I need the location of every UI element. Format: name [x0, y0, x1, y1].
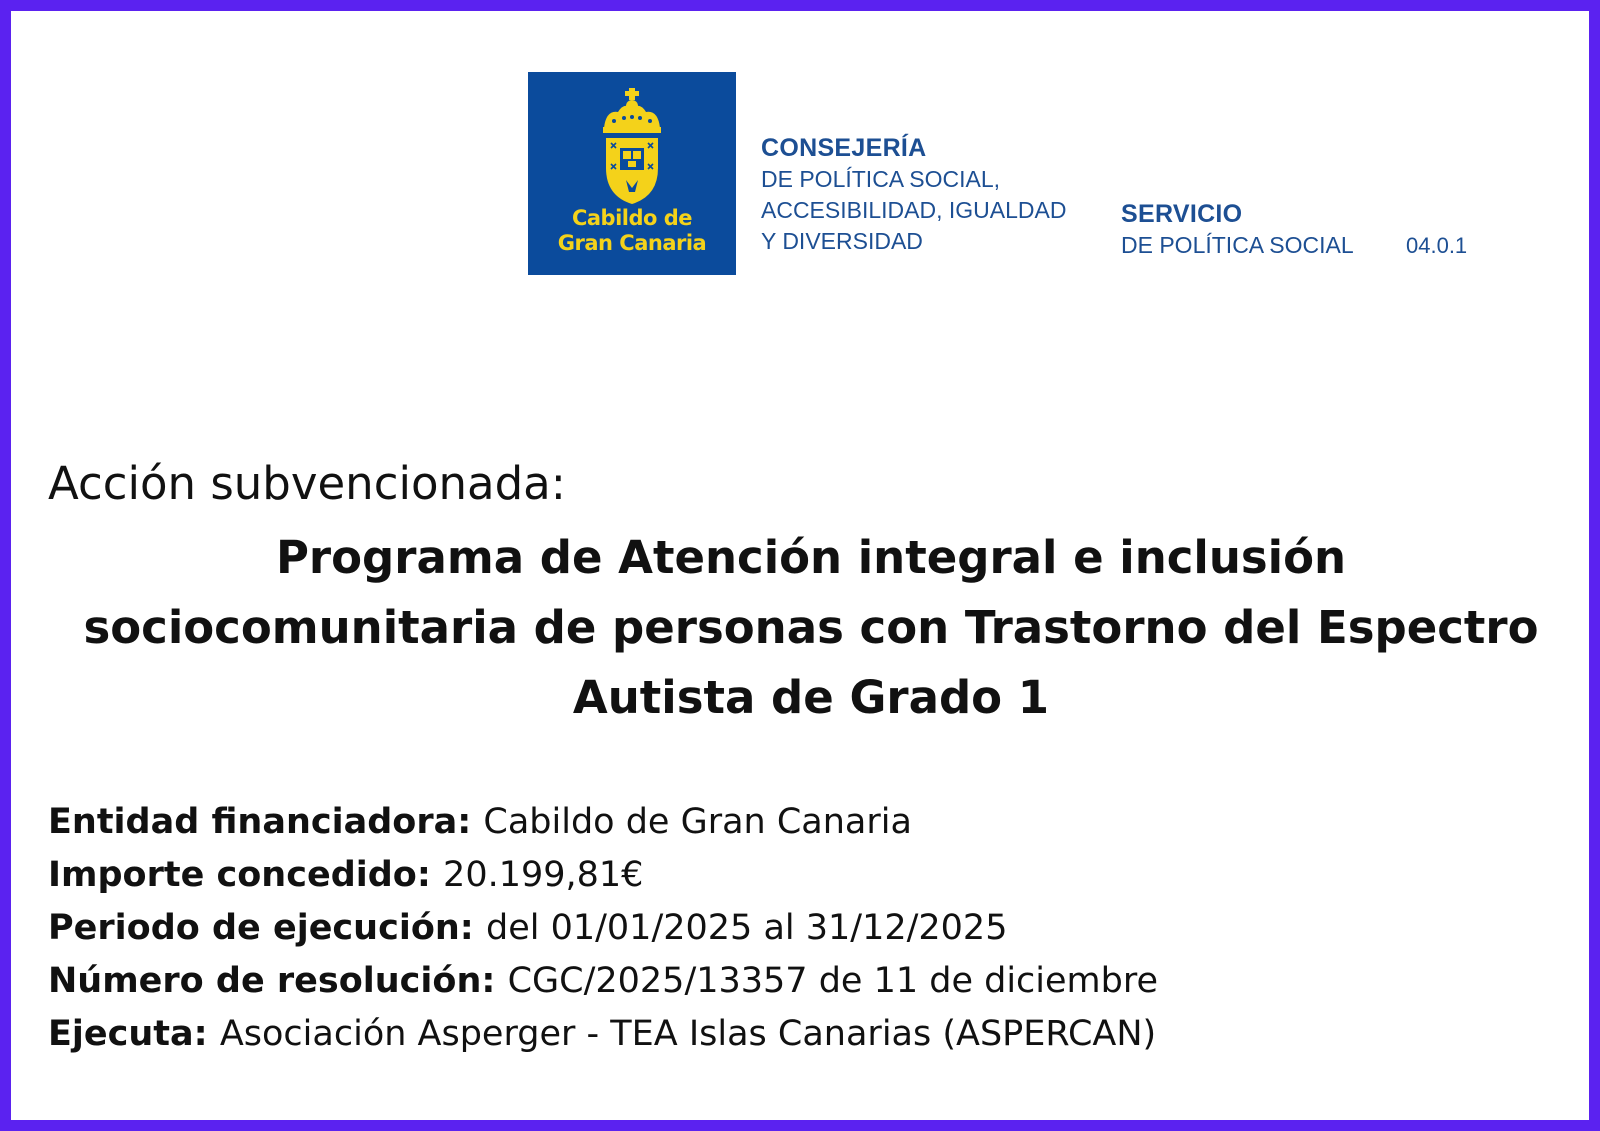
- detail-row-entidad: [48, 796, 1158, 849]
- detail-key: Número de resolución:: [48, 961, 508, 1001]
- detail-value: Cabildo de Gran Canaria: [483, 802, 912, 842]
- consejeria-line: Y DIVERSIDAD: [761, 228, 923, 254]
- program-title-line: Autista de Grado 1: [572, 671, 1050, 724]
- logo-line-1: Cabildo de: [571, 206, 693, 230]
- detail-key: Ejecuta:: [48, 1014, 220, 1054]
- document-code: 04.0.1: [1406, 233, 1468, 258]
- program-title-line: Programa de Atención integral e inclusión: [275, 531, 1347, 584]
- program-title-line: sociocomunitaria de personas con Trastorno del Espectro: [83, 601, 1539, 654]
- consejeria-title: CONSEJERÍA: [761, 134, 927, 162]
- servicio-title: SERVICIO: [1121, 200, 1243, 228]
- detail-row-periodo: [48, 902, 1158, 955]
- detail-key: Importe concedido:: [48, 855, 444, 895]
- detail-key: Periodo de ejecución:: [48, 908, 486, 948]
- detail-row-ejecuta: [48, 1008, 1158, 1061]
- logo-wordmark: [528, 206, 736, 256]
- coat-of-arms-icon: [598, 88, 666, 206]
- cabildo-logo: [528, 72, 736, 275]
- detail-value: CGC/2025/13357 de 11 de diciembre: [507, 961, 1159, 1001]
- logo-line-2: Gran Canaria: [557, 231, 707, 255]
- detail-key: Entidad financiadora:: [48, 802, 484, 842]
- details-list: [48, 796, 1158, 1061]
- detail-value: del 01/01/2025 al 31/12/2025: [485, 908, 1008, 948]
- detail-row-resolucion: [48, 955, 1158, 1008]
- detail-value: Asociación Asperger - TEA Islas Canarias (ASPERCAN): [219, 1014, 1157, 1054]
- servicio-line: DE POLÍTICA SOCIAL: [1121, 232, 1354, 258]
- program-title: [51, 523, 1571, 733]
- consejeria-line: DE POLÍTICA SOCIAL,: [761, 166, 1001, 192]
- detail-value: 20.199,81€: [443, 855, 644, 895]
- detail-row-importe: [48, 849, 1158, 902]
- consejeria-line: ACCESIBILIDAD, IGUALDAD: [761, 197, 1067, 223]
- servicio-block: [1121, 199, 1354, 261]
- accion-label: Acción subvencionada:: [48, 457, 566, 510]
- consejeria-block: [761, 133, 1066, 257]
